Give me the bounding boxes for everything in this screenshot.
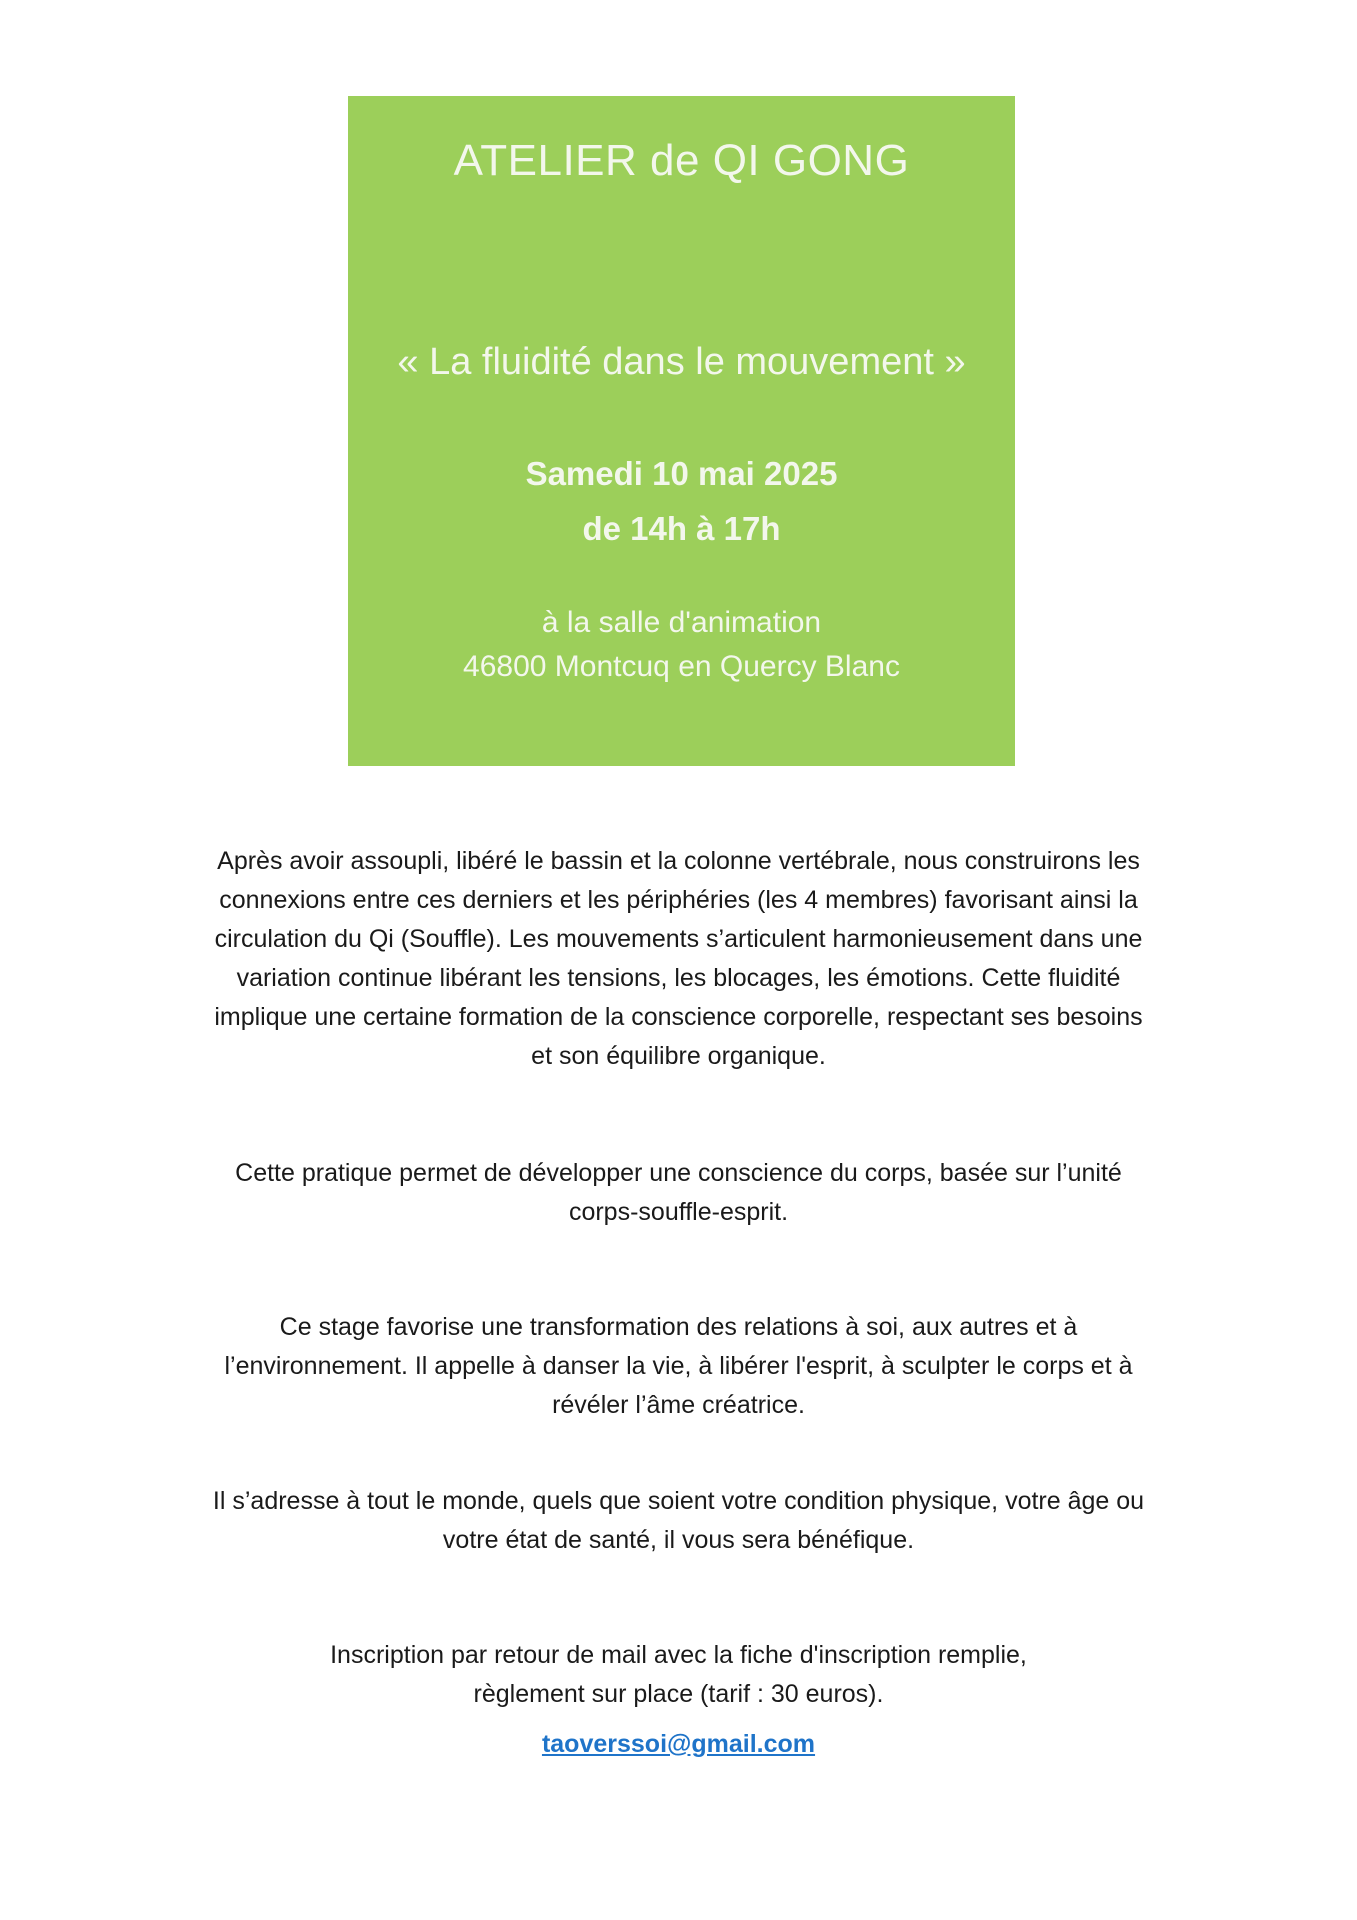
paragraph-line: l’environnement. Il appelle à danser la vie, à libérer l'esprit, à sculpter le corps et à	[224, 1352, 1133, 1380]
paragraph-line: Il s’adresse à tout le monde, quels que soient votre condition physique, votre âge ou	[212, 1487, 1145, 1515]
paragraph-line: corps-souffle-esprit.	[568, 1198, 789, 1226]
paragraph-practice	[150, 1154, 1207, 1232]
paragraph-line: Cette pratique permet de développer une conscience du corps, basée sur l’unité	[235, 1159, 1122, 1187]
paragraph-line: règlement sur place (tarif : 30 euros).	[473, 1680, 884, 1708]
banner-time: de 14h à 17h	[582, 510, 781, 547]
paragraph-transformation	[150, 1308, 1207, 1425]
paragraph-description	[150, 842, 1207, 1076]
banner-venue: à la salle d'animation	[541, 606, 822, 639]
paragraph-line: révéler l’âme créatrice.	[552, 1391, 805, 1419]
banner-address: 46800 Montcuq en Quercy Blanc	[463, 650, 900, 683]
paragraph-line: implique une certaine formation de la conscience corporelle, respectant ses besoins	[214, 1003, 1143, 1031]
paragraph-line: variation continue libérant les tensions, les blocages, les émotions. Cette fluidité	[236, 964, 1121, 992]
paragraph-line: Après avoir assoupli, libéré le bassin et la colonne vertébrale, nous construirons les	[217, 847, 1140, 875]
banner-title: ATELIER de QI GONG	[453, 136, 910, 185]
paragraph-line: circulation du Qi (Souffle). Les mouvements s’articulent harmonieusement dans une	[214, 925, 1143, 953]
paragraph-registration	[150, 1636, 1207, 1714]
banner-datetime	[348, 446, 1015, 556]
paragraph-line: connexions entre ces derniers et les périphéries (les 4 membres) favorisant ainsi la	[219, 886, 1138, 914]
paragraph-audience	[150, 1482, 1207, 1560]
banner-subtitle: « La fluidité dans le mouvement »	[397, 341, 966, 383]
paragraph-line: Ce stage favorise une transformation des relations à soi, aux autres et à	[279, 1313, 1078, 1341]
paragraph-line: votre état de santé, il vous sera bénéfique.	[442, 1526, 915, 1554]
banner-venue-block	[348, 601, 1015, 689]
event-banner	[348, 96, 1015, 766]
banner-date: Samedi 10 mai 2025	[525, 455, 838, 492]
paragraph-line: Inscription par retour de mail avec la fiche d'inscription remplie,	[330, 1641, 1027, 1669]
email-link[interactable]: taoverssoi@gmail.com	[541, 1730, 816, 1758]
paragraph-line: et son équilibre organique.	[531, 1042, 826, 1070]
